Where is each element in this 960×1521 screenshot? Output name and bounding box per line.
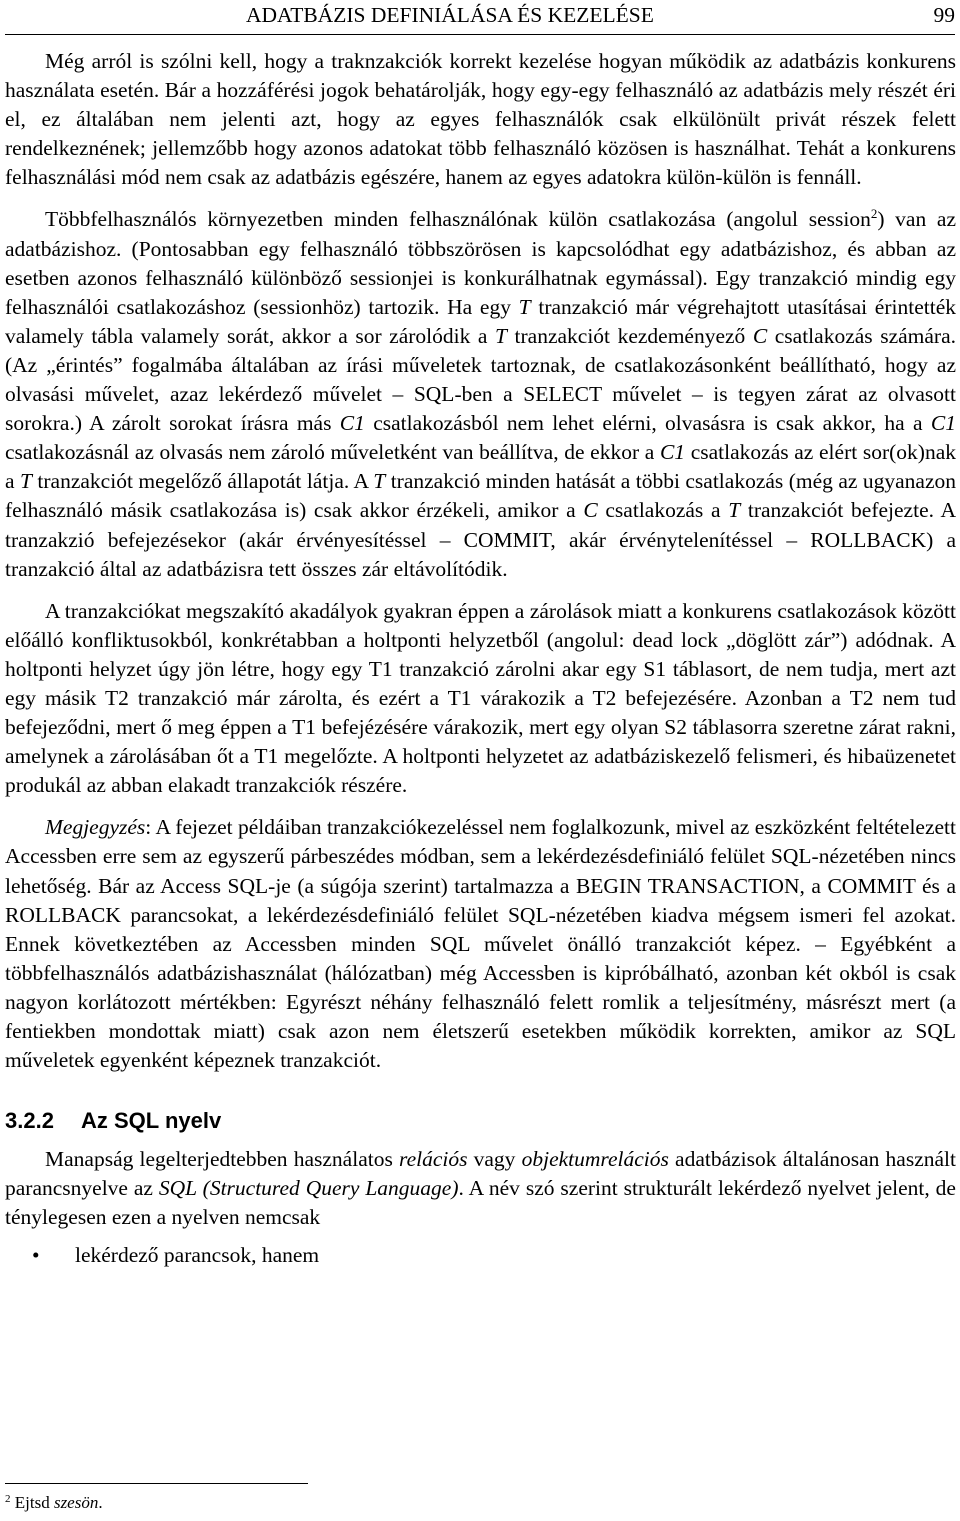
paragraph-sql-intro: Manapság legelterjedtebben használatos relációs vagy objektumrelációs adatbázisok általánosan használt parancsnyelve az SQL (Structured Query Language). A név szó szerint strukturált lekérdező nyelvet jelent, de ténylegesen ezen a nyelven nemcsak	[5, 1147, 957, 1230]
page-body	[5, 47, 956, 1270]
paragraph-deadlock: A tranzakciókat megszakító akadályok gyakran éppen a zárolások miatt a konkurens csatlakozások között előálló konfliktusokból, konkrétabban a holtponti helyzetből (angolul: dead lock „döglött zár”) adódnak. A holtponti helyzet úgy jön létre, hogy egy T1 tranzakció zárolni akar egy S1 táblasort, de nem tudja, mert azt egy másik T2 tranzakció már zárolta, és ezért a T1 várakozik a T2 befejezésére. Azonban a T2 nem tud befejeződni, mert ő meg éppen a T1 befejézésére várakozik, mert egy olyan S2 táblasorra szeretne zárat rakni, amelynek a zárolásában őt a T1 megelőzte. A holtponti helyzetet az adatbáziskezelő felismeri, és hibaüzenetet produkál az abban elakadt tranzakciók részére.	[5, 598, 956, 798]
footnote: $^2$ Ejtsd szesön.	[5, 1493, 103, 1512]
footnote-separator	[5, 1483, 308, 1484]
section-number: 3.2.2	[5, 1108, 54, 1134]
bullet-icon: •	[32, 1243, 40, 1268]
list-item: • lekérdező parancsok, hanem	[5, 1241, 956, 1270]
paragraph-concurrency: Még arról is szólni kell, hogy a traknzakciók korrekt kezelése hogyan működik az adatbázis konkurens használata esetén. Bár a hozzáférési jogok behatárolják, hogy egy-egy felhasználó az adatbázis mely részét éri el, ez általában nem jelenti azt, hogy az egyes felhasználók csak elkülönült privát részek felett rendelkeznének; jellemzőbb hogy azonos adatokat több felhasználó közösen is használhat. Tehát a konkurens felhasználási mód nem csak az adatbázis egészére, hanem az egyes adatokra külön-külön is fennáll.	[5, 49, 956, 190]
footnote-mark: 2	[5, 1493, 11, 1505]
paragraph-sessions: Többfelhasználós környezetben minden felhasználónak külön csatlakozása (angolul session$^2$) van az adatbázishoz. (Pontosabban egy felhasználó többszörösen is kapcsolódhat egy adatbázishoz, és abban az esetben azonos felhasználó különböző sessionjei is konkurálhatnak egymással). Egy tranzakció mindig egy felhasználói csatlakozáshoz (sessionhöz) tartozik. Ha egy T tranzakció már végrehajtott utasításai érintették valamely tábla valamely sorát, akkor a sor zárolódik a T tranzakciót kezdeményező C csatlakozás számára. (Az „érintés” fogalmába általában az írási műveletek tartoznak, de csatlakozásonként beállítható, hogy az olvasási művelet, azaz lekérdező művelet – SQL-ben a SELECT művelet – is tegyen zárat az olvasott sorokra.) A zárolt sorokat írásra más C1 csatlakozásból nem lehet elérni, olvasásra is csak akkor, ha a C1 csatlakozásnál az olvasás nem zároló műveletként van beállítva, de ekkor a C1 csatlakozás az elért sor(ok)nak a T tranzakciót megelőző állapotát látja. A T tranzakció minden hatását a többi csatlakozás (még az ugyanazon felhasználó másik csatlakozása is) csak akkor érzékeli, amikor a C csatlakozás a T tranzakciót befejezte. A tranzakzió befejezésekor (akár érvényesítéssel – COMMIT, akár érvénytelenítéssel – ROLLBACK) a tranzakció által az adatbázisra tett összes zár eltávolítódik.	[5, 206, 957, 581]
section-title: Az SQL nyelv	[81, 1108, 222, 1134]
note-label: Megjegyzés	[45, 815, 146, 840]
footnote-reference: 2	[870, 206, 878, 222]
paragraph-note: Megjegyzés: A fejezet példáiban tranzakciókezeléssel nem foglalkozunk, mivel az eszközként feltételezett Accessben erre sem az egyszerű párbeszédes módban, sem a lekérdezésdefiniáló felület SQL-nézetében nincs lehetőség. Bár az Access SQL-je (a súgója szerint) tartalmazza a BEGIN TRANSACTION, a COMMIT és a ROLLBACK parancsokat, a lekérdezésdefiniáló felület SQL-nézetében kiadva mégsem ismeri fel azokat. Ennek következtében az Accessben minden SQL művelet önálló tranzakciót képez. – Egyébként a többfelhasználós adatbázishasználat (hálózatban) még Accessben is kipróbálható, azonban két okból is csak nagyon korlátozott mértékben: Egyrészt néhány felhasználó felett romlik a teljesítmény, másrészt mert (a fentiekben mondottak miatt) csak azon nem életszerű esetekben működik korrekten, amikor az SQL műveletek egyenként képeznek tranzakciót.	[5, 815, 956, 1073]
bullet-list	[5, 1241, 956, 1270]
running-header	[5, 0, 955, 35]
section-heading	[5, 1107, 956, 1135]
running-title: ADATBÁZIS DEFINIÁLÁSA ÉS KEZELÉSE	[246, 3, 654, 27]
page-number: 99	[933, 3, 955, 27]
